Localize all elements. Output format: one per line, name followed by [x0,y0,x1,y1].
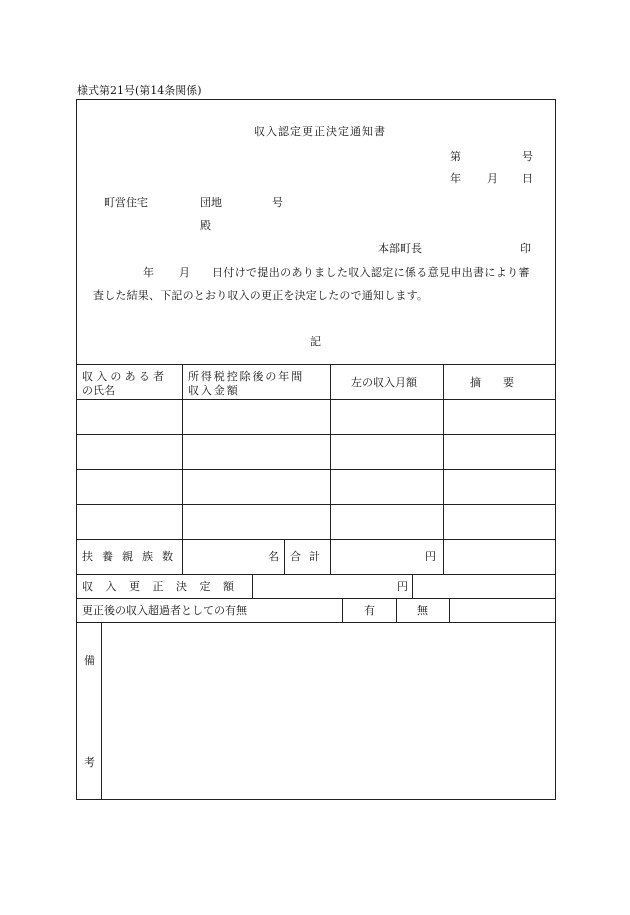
dependents-label: 扶養親族数 [82,550,182,563]
header-monthly-income: 左の収入月額 [351,376,417,389]
header-annual-income-1: 所得税控除後の年間 [188,370,305,383]
table-row [76,435,556,469]
date-month: 月 [487,172,498,185]
document-title: 収入認定更正決定通知書 [254,125,386,138]
excess-yes: 有 [364,604,375,617]
header-annual-income-2: 収入金額 [188,384,240,397]
excess-status-label: 更正後の収入超過者としての有無 [82,604,247,617]
total-label: 合計 [290,550,328,563]
excess-no: 無 [417,604,428,617]
addressee-honorific: 殿 [200,219,211,232]
doc-number-prefix: 第 [450,150,461,163]
correction-label: 収入更正決定額 [82,580,247,593]
remarks-area [102,623,555,799]
table-row [76,400,556,434]
col-divider [342,598,343,622]
remarks-label-bottom: 考 [84,756,95,769]
body-line-2: 査した結果、下記のとおり収入の更正を決定したので通知します。 [93,289,429,302]
doc-number-suffix: 号 [522,150,533,163]
correction-unit: 円 [397,580,408,593]
addressee-housing: 町営住宅 [104,196,148,209]
col-divider [252,574,253,598]
form-number-label: 様式第21号(第14条関係) [77,84,202,97]
col-divider [284,539,285,574]
issuer-title: 本部町長 [378,242,422,255]
header-income-person-2: の氏名 [82,384,115,397]
date-day: 日 [522,172,533,185]
row-divider [76,539,556,540]
remarks-label-top: 備 [84,654,95,667]
table-top-border [76,364,556,365]
addressee-complex: 団地 [200,196,222,209]
row-divider [76,574,556,575]
issuer-seal: 印 [520,242,531,255]
date-year: 年 [450,172,461,185]
addressee-number: 号 [272,196,283,209]
table-row [76,470,556,504]
body-line-1: 日付けで提出のありました収入認定に係る意見申出書により審 [212,266,530,279]
col-divider [412,574,413,598]
body-month: 月 [179,266,190,279]
col-divider [449,598,450,622]
body-year: 年 [143,266,154,279]
col-divider [443,539,444,574]
col-divider [330,539,331,574]
table-row [76,505,556,539]
row-divider [76,598,556,599]
header-income-person-1: 収入のある者 [82,370,168,383]
header-remarks: 摘 要 [470,376,514,389]
total-unit: 円 [425,550,436,563]
col-divider [182,539,183,574]
ki-label: 記 [310,335,321,348]
col-divider [396,598,397,622]
dependents-unit: 名 [268,550,279,563]
